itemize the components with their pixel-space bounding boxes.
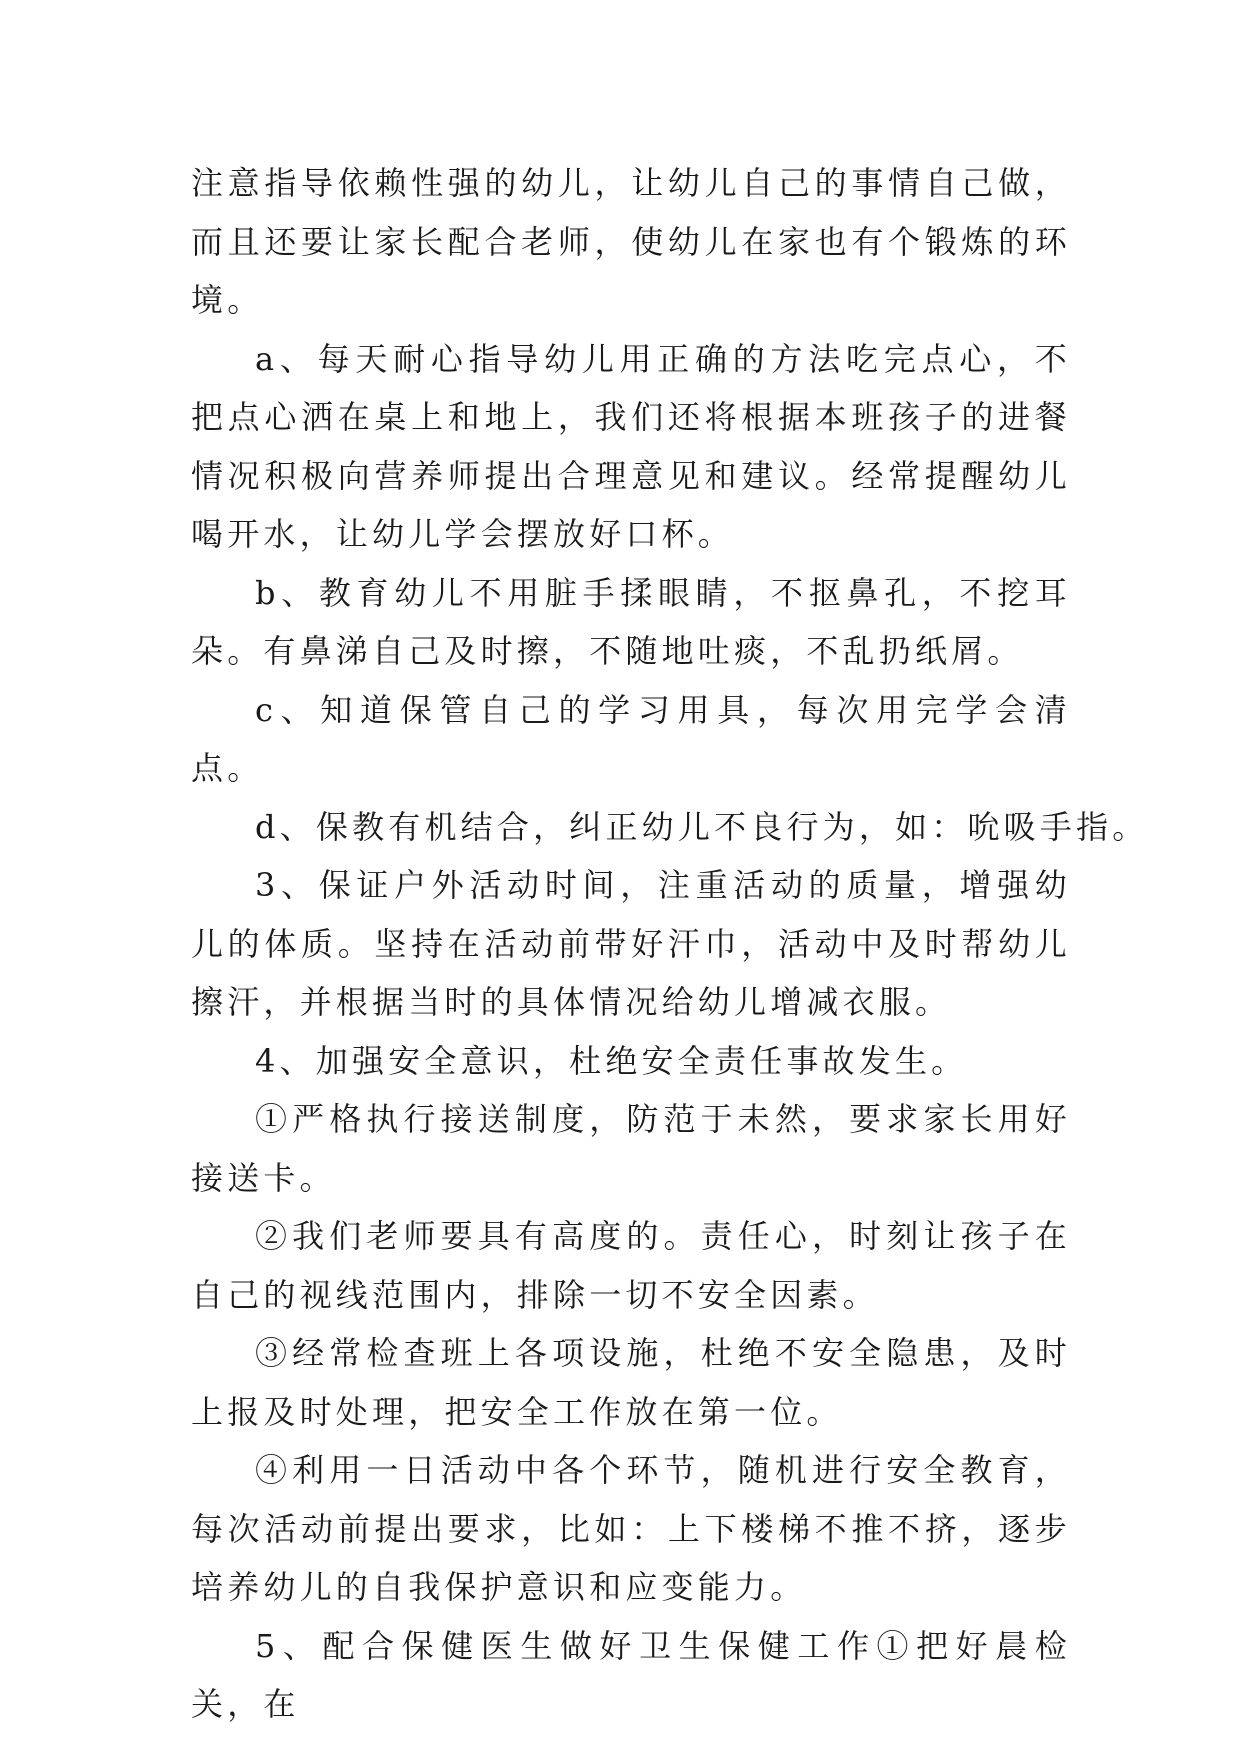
- paragraph-10: ③经常检查班上各项设施，杜绝不安全隐患，及时上报及时处理，把安全工作放在第一位。: [191, 1334, 1071, 1431]
- paragraph-11: ④利用一日活动中各个环节，随机进行安全教育，每次活动前提出要求，比如：上下楼梯不推不挤，逐步培养幼儿的自我保护意识和应变能力。: [191, 1451, 1071, 1606]
- paragraph-8: ①严格执行接送制度，防范于未然，要求家长用好接送卡。: [191, 1100, 1071, 1197]
- paragraph-2: a、每天耐心指导幼儿用正确的方法吃完点心，不把点心洒在桌上和地上，我们还将根据本班孩子的进餐情况积极向营养师提出合理意见和建议。经常提醒幼儿喝开水，让幼儿学会摆放好口杯。: [191, 339, 1071, 553]
- paragraph-7: 4、加强安全意识，杜绝安全责任事故发生。: [255, 1041, 968, 1080]
- paragraph-1: 注意指导依赖性强的幼儿，让幼儿自己的事情自己做，而且还要让家长配合老师，使幼儿在家也有个锻炼的环境。: [191, 164, 1071, 319]
- paragraph-9: ②我们老师要具有高度的。责任心，时刻让孩子在自己的视线范围内，排除一切不安全因素。: [191, 1217, 1071, 1314]
- paragraph-6: 3、保证户外活动时间，注重活动的质量，增强幼儿的体质。坚持在活动前带好汗巾，活动中及时帮幼儿擦汗，并根据当时的具体情况给幼儿增减衣服。: [191, 866, 1071, 1021]
- paragraph-5: d、保教有机结合，纠正幼儿不良行为，如：吮吸手指。: [255, 807, 1149, 846]
- document-body: [191, 154, 1149, 1734]
- paragraph-3: b、教育幼儿不用脏手揉眼睛，不抠鼻孔，不挖耳朵。有鼻涕自己及时擦，不随地吐痰，不乱扔纸屑。: [191, 573, 1071, 670]
- paragraph-12: 5、配合保健医生做好卫生保健工作①把好晨检关，在: [191, 1626, 1071, 1723]
- paragraph-4: c、知道保管自己的学习用具，每次用完学会清点。: [191, 690, 1071, 787]
